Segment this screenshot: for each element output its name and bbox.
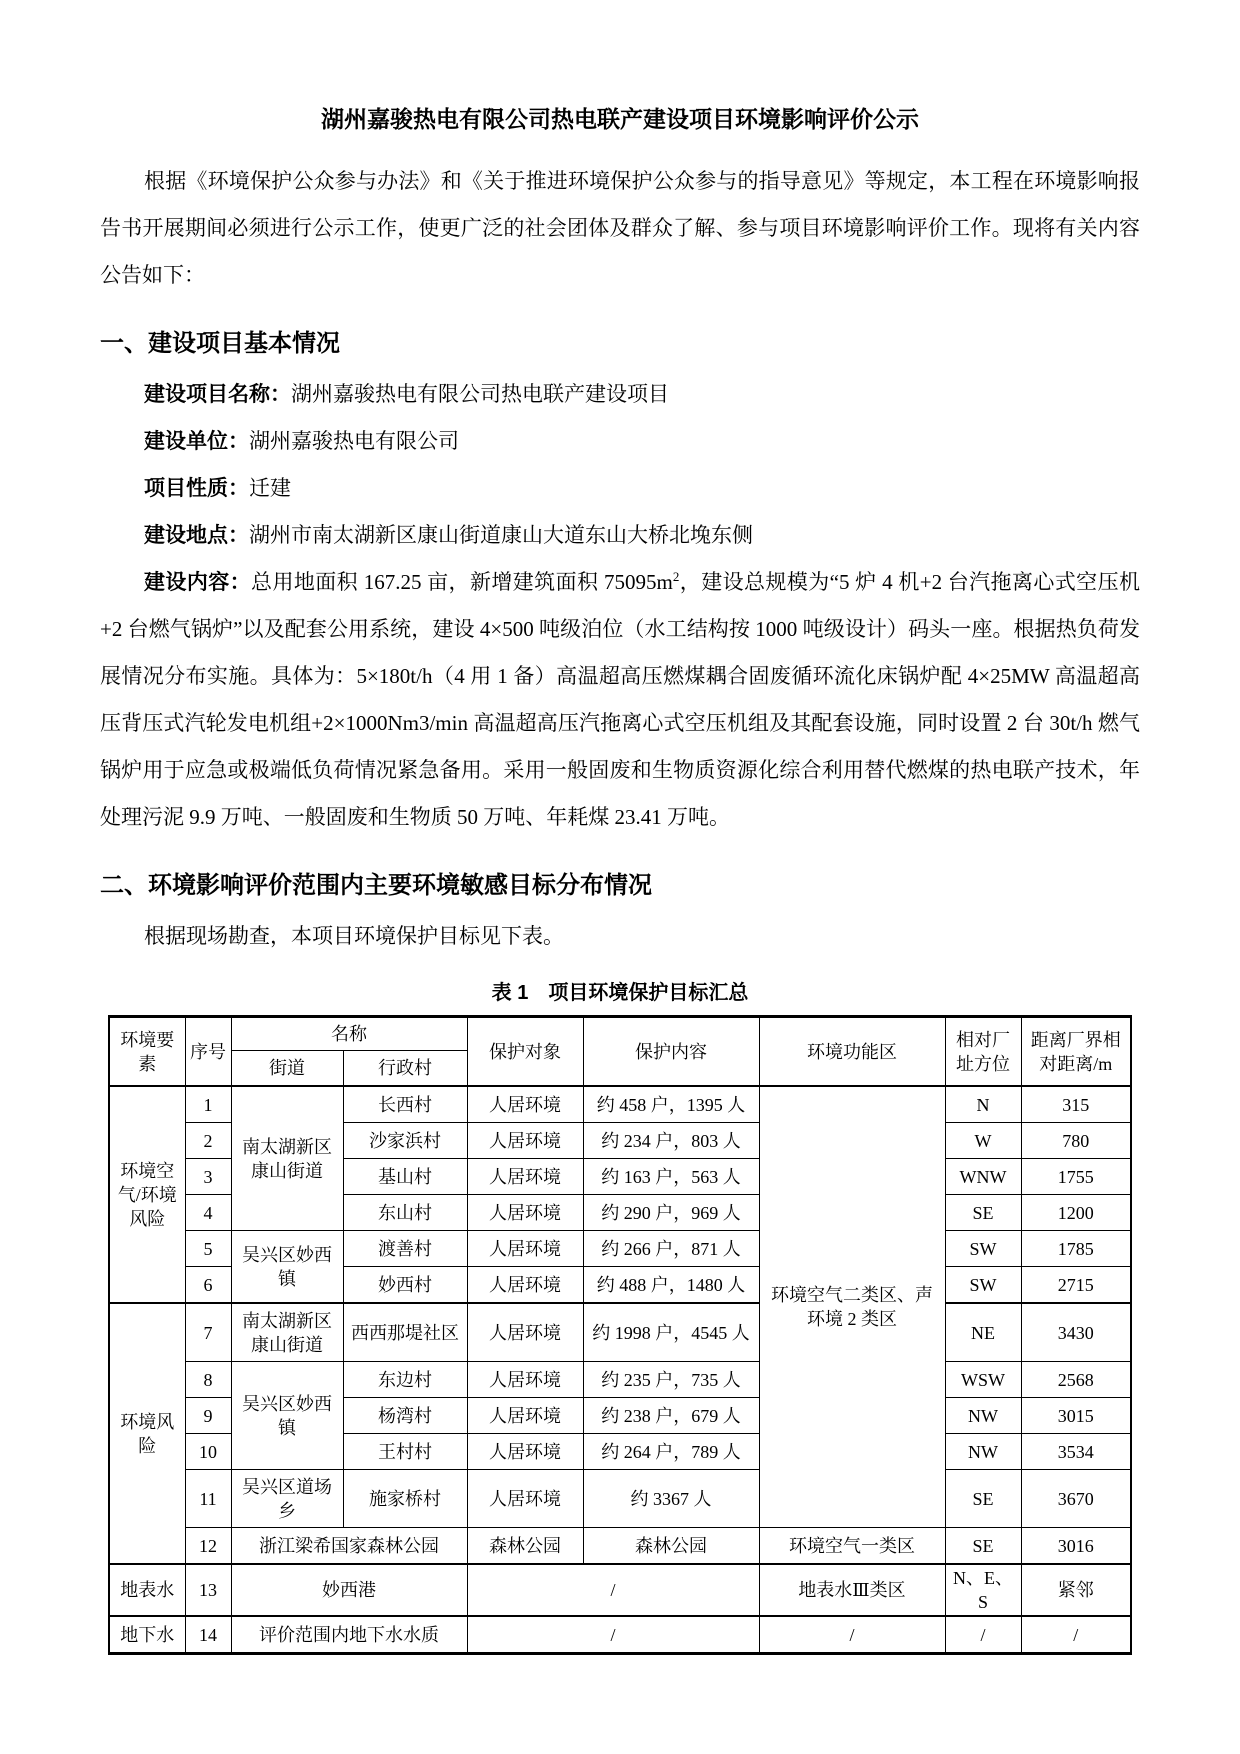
cell-direction: NE: [945, 1303, 1021, 1362]
cell-no: 5: [185, 1231, 231, 1267]
cell-no: 3: [185, 1159, 231, 1195]
cell-content: 约 238 户，679 人: [583, 1398, 759, 1434]
cell-village: 沙家浜村: [343, 1123, 467, 1159]
cell-direction: SE: [945, 1528, 1021, 1565]
cell-village: 杨湾村: [343, 1398, 467, 1434]
col-index: 序号: [185, 1017, 231, 1087]
cell-village: 基山村: [343, 1159, 467, 1195]
table-row: [109, 1616, 1131, 1654]
table-row: [109, 1470, 1131, 1528]
cell-distance: 1755: [1021, 1159, 1131, 1195]
content-value-part1: 总用地面积 167.25 亩，新增建筑面积 75095m: [251, 570, 673, 594]
cell-direction: WNW: [945, 1159, 1021, 1195]
cell-no: 6: [185, 1267, 231, 1304]
table-body: [109, 1086, 1131, 1654]
nature-value: 迁建: [249, 476, 291, 500]
superscript-2: 2: [672, 569, 680, 584]
cell-distance: 1785: [1021, 1231, 1131, 1267]
cell-object: 人居环境: [467, 1231, 583, 1267]
cell-group-air-risk: 环境空气/环境风险: [109, 1086, 185, 1303]
section-1-heading: 一、建设项目基本情况: [100, 330, 340, 357]
builder-label: 建设单位：: [144, 429, 249, 453]
cell-direction: SE: [945, 1195, 1021, 1231]
cell-village: 施家桥村: [343, 1470, 467, 1528]
cell-object: 森林公园: [467, 1528, 583, 1565]
col-village: 行政村: [343, 1051, 467, 1087]
col-distance: 距离厂界相对距离/m: [1021, 1017, 1131, 1087]
cell-name: 浙江梁希国家森林公园: [231, 1528, 467, 1565]
cell-object: 人居环境: [467, 1303, 583, 1362]
cell-village: 渡善村: [343, 1231, 467, 1267]
cell-distance: 315: [1021, 1086, 1131, 1123]
cell-direction: SW: [945, 1231, 1021, 1267]
col-name: 名称: [231, 1017, 467, 1051]
cell-distance: /: [1021, 1616, 1131, 1654]
project-name-label: 建设项目名称：: [144, 382, 291, 406]
cell-no: 13: [185, 1564, 231, 1616]
cell-object: 人居环境: [467, 1434, 583, 1470]
cell-object: 人居环境: [467, 1267, 583, 1304]
table-caption: 表 1 项目环境保护目标汇总: [491, 982, 749, 1004]
cell-direction: NW: [945, 1398, 1021, 1434]
cell-content: 约 290 户，969 人: [583, 1195, 759, 1231]
cell-object: 人居环境: [467, 1398, 583, 1434]
cell-content: 约 264 户，789 人: [583, 1434, 759, 1470]
cell-object: 人居环境: [467, 1123, 583, 1159]
cell-distance: 1200: [1021, 1195, 1131, 1231]
table-row: [109, 1303, 1131, 1362]
cell-object: 人居环境: [467, 1195, 583, 1231]
cell-street: 南太湖新区康山街道: [231, 1303, 343, 1362]
cell-group-groundwater: 地下水: [109, 1616, 185, 1654]
cell-distance: 紧邻: [1021, 1564, 1131, 1616]
cell-village: 西西那堤社区: [343, 1303, 467, 1362]
cell-no: 2: [185, 1123, 231, 1159]
cell-village: 东边村: [343, 1362, 467, 1398]
cell-direction: SW: [945, 1267, 1021, 1304]
cell-street: 吴兴区道场乡: [231, 1470, 343, 1528]
cell-no: 14: [185, 1616, 231, 1654]
content-value-part2: ，建设总规模为“5 炉 4 机+2 台汽拖离心式空压机+2 台燃气锅炉”以及配套公用系统，建设 4×500 吨级泊位（水工结构按 1000 吨级设计）码头一座。根据热负荷发展情况分布实施。具体为：5×180t/h（4 用 1 备）高温超高压燃煤耦合固废循环流化床锅炉配 4×25MW 高温超高压背压式汽轮发电机组+2×1000Nm3/min 高温超高压汽拖离心式空压机组及其配套设施，同时设置 2 台 30t/h 燃气锅炉用于应急或极端低负荷情况紧急备用。采用一般固废和生物质资源化综合利用替代燃煤的热电联产技术，年处理污泥 9.9 万吨、一般固废和生物质 50 万吨、年耗煤 23.41 万吨。: [100, 570, 1140, 829]
cell-zone: 环境空气一类区: [759, 1528, 945, 1565]
table-row: [109, 1231, 1131, 1267]
page-title: 湖州嘉骏热电有限公司热电联产建设项目环境影响评价公示: [321, 106, 919, 132]
cell-content: 森林公园: [583, 1528, 759, 1565]
cell-village: 长西村: [343, 1086, 467, 1123]
cell-content: 约 235 户，735 人: [583, 1362, 759, 1398]
section-2-heading: 二、环境影响评价范围内主要环境敏感目标分布情况: [100, 872, 652, 899]
table-row: [109, 1362, 1131, 1398]
cell-direction: SE: [945, 1470, 1021, 1528]
cell-street: 吴兴区妙西镇: [231, 1231, 343, 1304]
cell-name: 评价范围内地下水水质: [231, 1616, 467, 1654]
location-label: 建设地点：: [144, 523, 249, 547]
cell-object-content: /: [467, 1616, 759, 1654]
table-row: [109, 1528, 1131, 1565]
content-label: 建设内容：: [144, 570, 252, 594]
cell-distance: 3534: [1021, 1434, 1131, 1470]
cell-distance: 780: [1021, 1123, 1131, 1159]
col-street: 街道: [231, 1051, 343, 1087]
cell-distance: 2715: [1021, 1267, 1131, 1304]
item-builder: [100, 418, 1140, 465]
section-2-intro: 根据现场勘查，本项目环境保护目标见下表。: [144, 924, 564, 948]
cell-object: 人居环境: [467, 1086, 583, 1123]
table-row: [109, 1564, 1131, 1616]
cell-no: 12: [185, 1528, 231, 1565]
cell-street: 吴兴区妙西镇: [231, 1362, 343, 1470]
cell-distance: 3015: [1021, 1398, 1131, 1434]
nature-label: 项目性质：: [144, 476, 249, 500]
protection-targets-table: [108, 1015, 1132, 1655]
cell-zone: /: [759, 1616, 945, 1654]
cell-object: 人居环境: [467, 1470, 583, 1528]
cell-direction: N: [945, 1086, 1021, 1123]
project-name-value: 湖州嘉骏热电有限公司热电联产建设项目: [291, 382, 669, 406]
cell-zone-air2: 环境空气二类区、声环境 2 类区: [759, 1086, 945, 1528]
builder-value: 湖州嘉骏热电有限公司: [249, 429, 459, 453]
col-content: 保护内容: [583, 1017, 759, 1087]
cell-group-surface-water: 地表水: [109, 1564, 185, 1616]
cell-object: 人居环境: [467, 1159, 583, 1195]
cell-content: 约 163 户，563 人: [583, 1159, 759, 1195]
location-value: 湖州市南太湖新区康山街道康山大道东山大桥北堍东侧: [249, 523, 753, 547]
col-zone: 环境功能区: [759, 1017, 945, 1087]
cell-content: 约 488 户，1480 人: [583, 1267, 759, 1304]
table-header: [109, 1017, 1131, 1087]
cell-content: 约 458 户，1395 人: [583, 1086, 759, 1123]
cell-no: 11: [185, 1470, 231, 1528]
cell-direction: NW: [945, 1434, 1021, 1470]
cell-no: 10: [185, 1434, 231, 1470]
cell-name: 妙西港: [231, 1564, 467, 1616]
cell-no: 7: [185, 1303, 231, 1362]
cell-object: 人居环境: [467, 1362, 583, 1398]
cell-content: 约 3367 人: [583, 1470, 759, 1528]
col-direction: 相对厂址方位: [945, 1017, 1021, 1087]
cell-distance: 3016: [1021, 1528, 1131, 1565]
cell-distance: 3430: [1021, 1303, 1131, 1362]
table-row: [109, 1086, 1131, 1123]
col-object: 保护对象: [467, 1017, 583, 1087]
cell-object-content: /: [467, 1564, 759, 1616]
cell-content: 约 1998 户，4545 人: [583, 1303, 759, 1362]
cell-direction: /: [945, 1616, 1021, 1654]
item-location: [100, 512, 1140, 559]
cell-direction: WSW: [945, 1362, 1021, 1398]
cell-direction: W: [945, 1123, 1021, 1159]
col-element: 环境要素: [109, 1017, 185, 1087]
cell-village: 王村村: [343, 1434, 467, 1470]
cell-content: 约 234 户，803 人: [583, 1123, 759, 1159]
item-project-name: [100, 371, 1140, 418]
cell-no: 4: [185, 1195, 231, 1231]
cell-street: 南太湖新区康山街道: [231, 1086, 343, 1231]
cell-no: 1: [185, 1086, 231, 1123]
cell-distance: 2568: [1021, 1362, 1131, 1398]
cell-group-risk: 环境风险: [109, 1303, 185, 1564]
item-construction-content: [100, 559, 1140, 841]
cell-distance: 3670: [1021, 1470, 1131, 1528]
item-project-nature: [100, 465, 1140, 512]
cell-no: 9: [185, 1398, 231, 1434]
intro-paragraph: 根据《环境保护公众参与办法》和《关于推进环境保护公众参与的指导意见》等规定，本工程在环境影响报告书开展期间必须进行公示工作，使更广泛的社会团体及群众了解、参与项目环境影响评价工作。现将有关内容公告如下：: [100, 169, 1140, 287]
cell-direction: N、E、S: [945, 1564, 1021, 1616]
cell-zone: 地表水Ⅲ类区: [759, 1564, 945, 1616]
cell-content: 约 266 户，871 人: [583, 1231, 759, 1267]
cell-village: 妙西村: [343, 1267, 467, 1304]
header-row-1: [109, 1017, 1131, 1051]
cell-no: 8: [185, 1362, 231, 1398]
cell-village: 东山村: [343, 1195, 467, 1231]
